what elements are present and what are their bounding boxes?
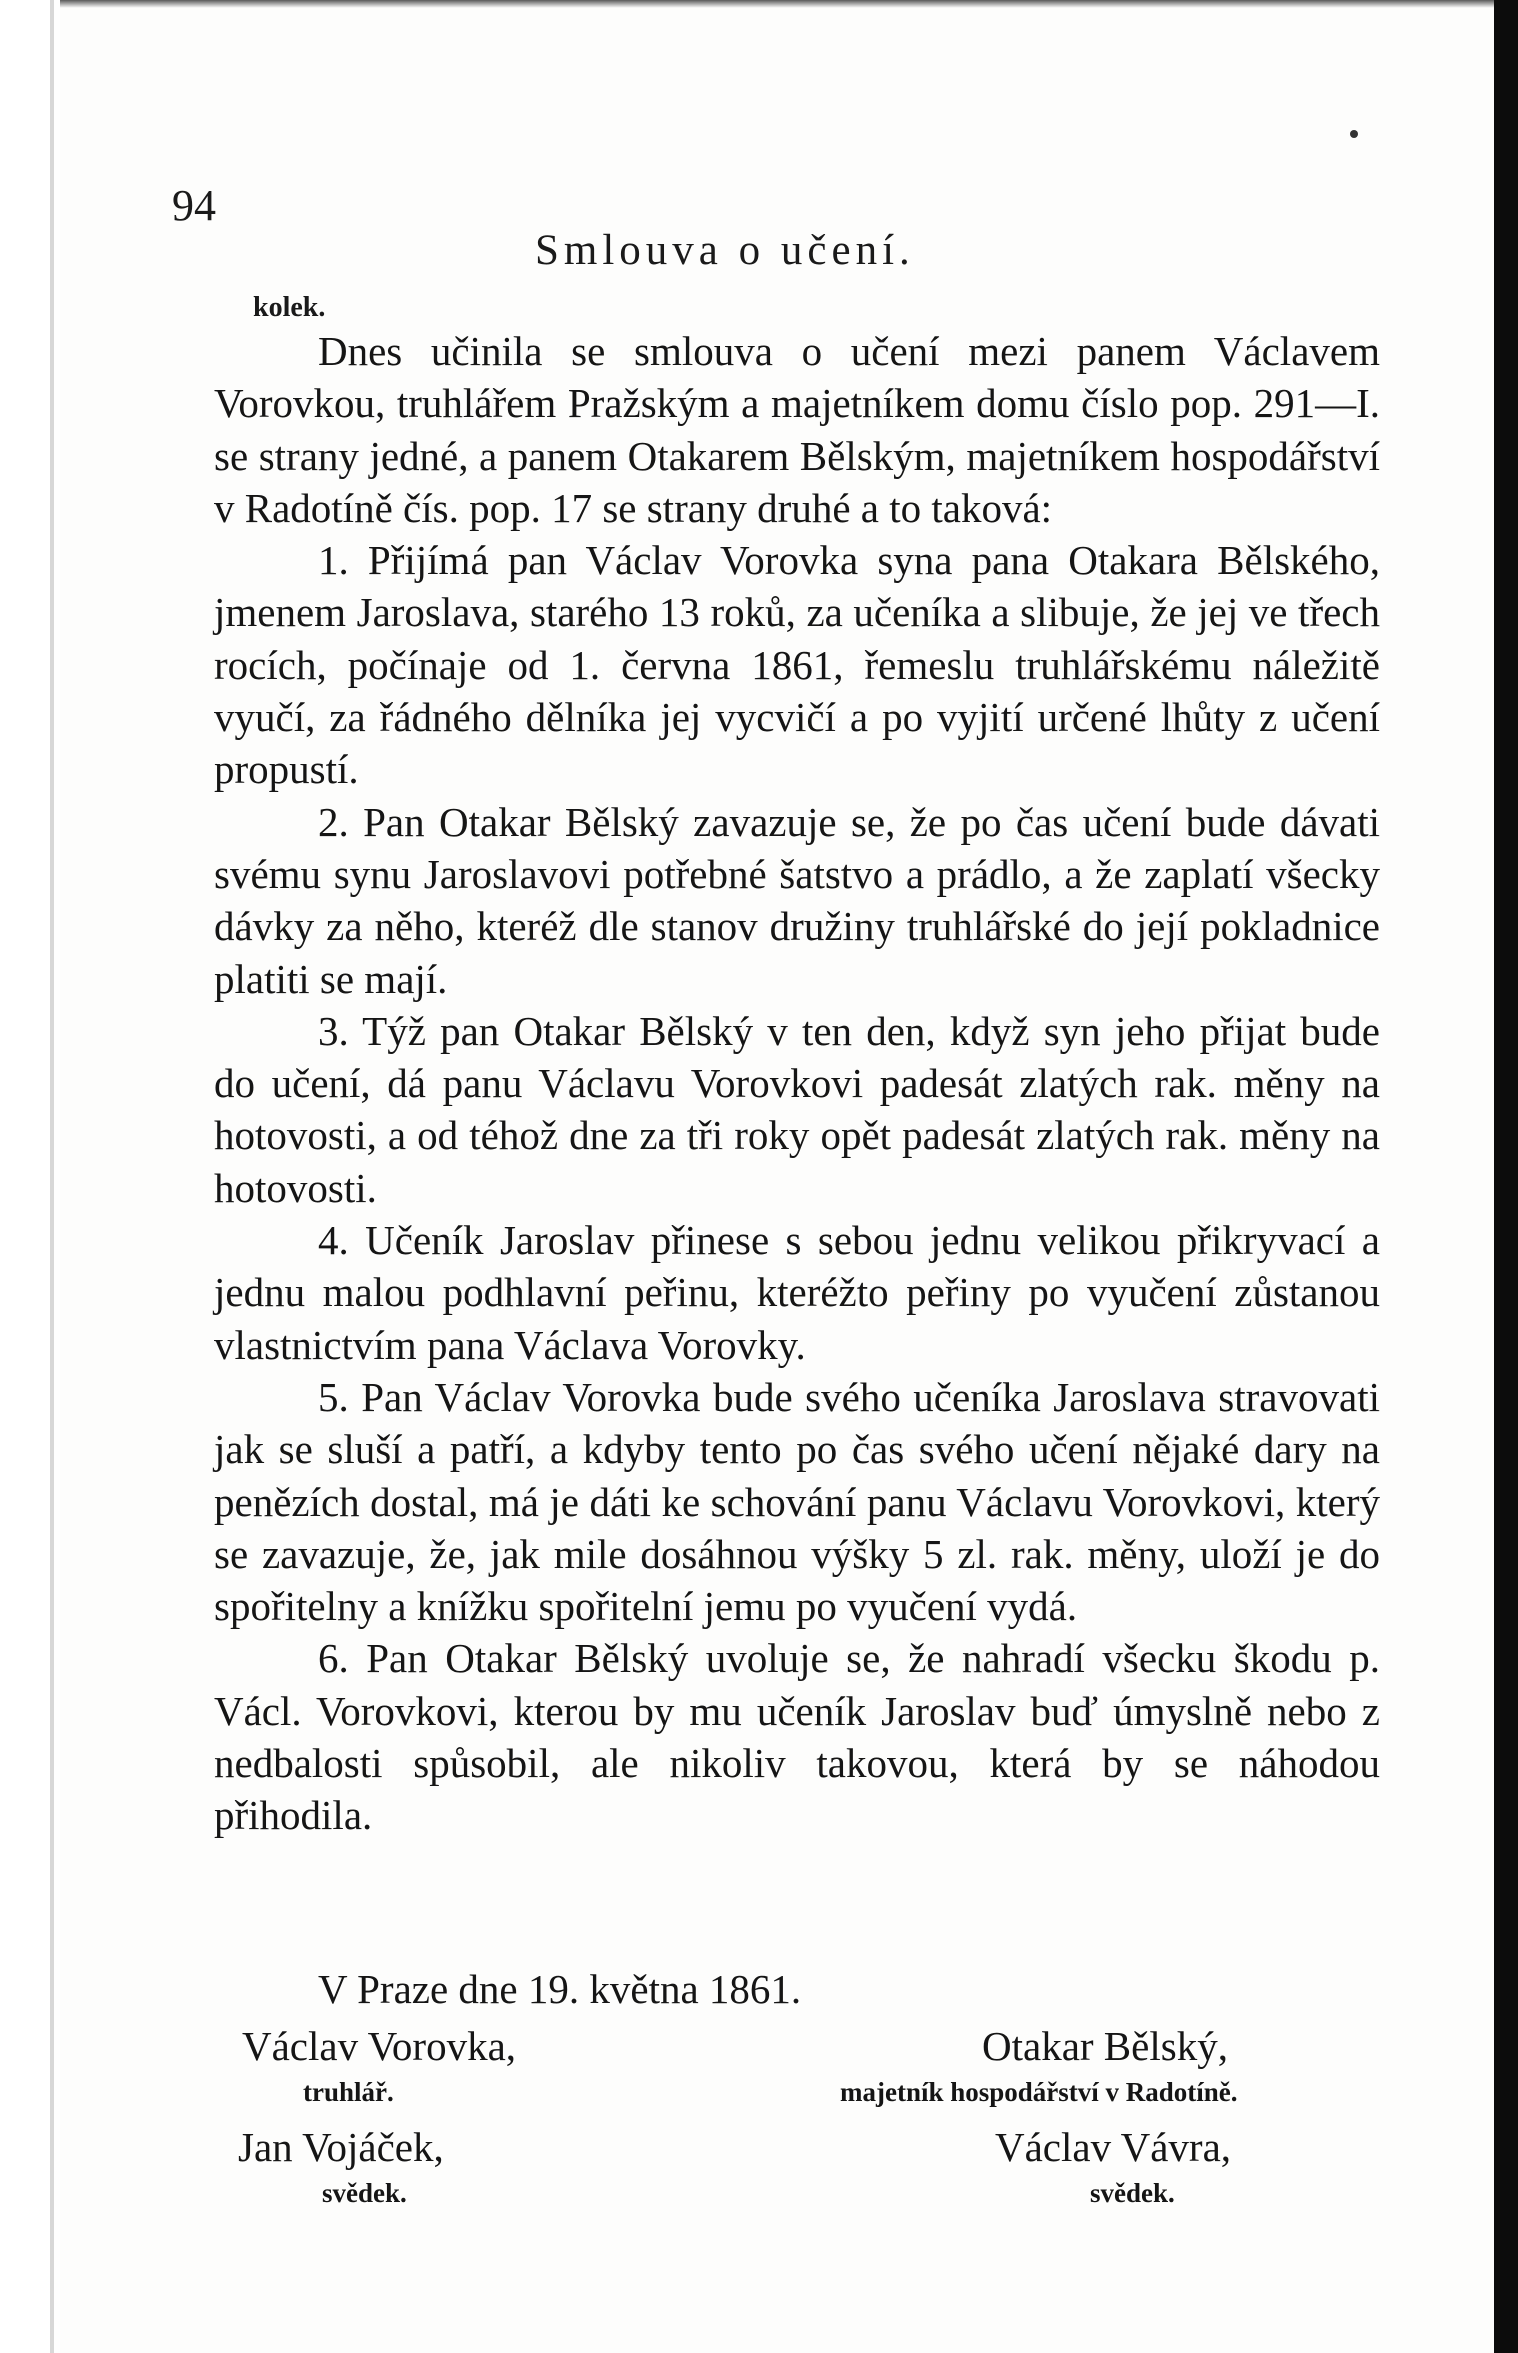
signature-left-bottom-name: Jan Vojáček, <box>238 2124 444 2170</box>
contract-body <box>214 325 1380 1842</box>
paragraph-3: 3. Týž pan Otakar Bělský v ten den, když syn jeho přijat bude do učení, dá panu Václavu Vorovkovi padesát zlatých rak. měny na hotovosti, a od téhož dne za tři roky opět padesát zlatých rak. měny na hotovosti. <box>214 1007 1380 1211</box>
signature-right-bottom-role: svědek. <box>1090 2178 1175 2208</box>
scan-edge-top <box>60 0 1494 8</box>
paragraph-2: 2. Pan Otakar Bělský zavazuje se, že po čas učení bude dávati svému synu Jaroslavovi potřebné šatstvo a prádlo, a že zaplatí všecky dávky za něho, kteréž dle stanov družiny truhlářské do její pokladnice platiti se mají. <box>214 798 1380 1002</box>
signature-right-top-name: Otakar Bělský, <box>982 2023 1228 2069</box>
signature-left-top-role: truhlář. <box>303 2077 394 2107</box>
scan-edge-right <box>1494 0 1518 2353</box>
signature-right-bottom-name: Václav Vávra, <box>995 2124 1232 2170</box>
ink-dot <box>1350 130 1358 138</box>
page-number: 94 <box>172 181 216 230</box>
signature-left-top-name: Václav Vorovka, <box>242 2023 517 2069</box>
paragraph-4: 4. Učeník Jaroslav přinese s sebou jednu velikou přikryvací a jednu malou podhlavní peřinu, kteréžto peřiny po vyučení zůstanou vlastnictvím pana Václava Vorovky. <box>214 1217 1380 1368</box>
date-line: V Praze dne 19. května 1861. <box>318 1966 802 2012</box>
paragraph-1: 1. Přijímá pan Václav Vorovka syna pana Otakara Bělského, jmenem Jaroslava, starého 13 roků, za učeníka a slibuje, že jej ve třech rocích, počínaje od 1. června 1861, řemeslu truhlářskému náležitě vyučí, za řádného dělníka jej vycvičí a po vyjití určené lhůty z učení propustí. <box>214 537 1380 793</box>
paragraph-intro: Dnes učinila se smlouva o učení mezi panem Václavem Vorovkou, truhlářem Pražským a majetníkem domu číslo pop. 291—I. se strany jedné, a panem Otakarem Bělským, majetníkem hospodářství v Radotíně čís. pop. 17 se strany druhé a to taková: <box>214 328 1380 531</box>
signature-right-top-role: majetník hospodářství v Radotíně. <box>840 2077 1238 2107</box>
paragraph-5: 5. Pan Václav Vorovka bude svého učeníka Jaroslava stravovati jak se sluší a patří, a kdyby tento po čas svého učení nějaké dary na penězích dostal, má je dáti ke schování panu Václavu Vorovkovi, který se zavazuje, že, jak mile dosáhnou výšky 5 zl. rak. měny, uloží je do spořitelny a knížku spořitelní jemu po vyučení vydá. <box>214 1373 1380 1630</box>
scan-edge-left <box>50 0 54 2353</box>
signature-left-bottom-role: svědek. <box>322 2178 407 2208</box>
document-title: Smlouva o učení. <box>535 227 915 274</box>
paragraph-6: 6. Pan Otakar Bělský uvoluje se, že nahradí všecku škodu p. Václ. Vorovkovi, kterou by mu učeník Jaroslav buď úmyslně nebo z nedbalosti spůsobil, ale nikoliv takovou, která by se náhodou přihodila. <box>214 1635 1380 1839</box>
stamp-label: kolek. <box>253 292 326 323</box>
